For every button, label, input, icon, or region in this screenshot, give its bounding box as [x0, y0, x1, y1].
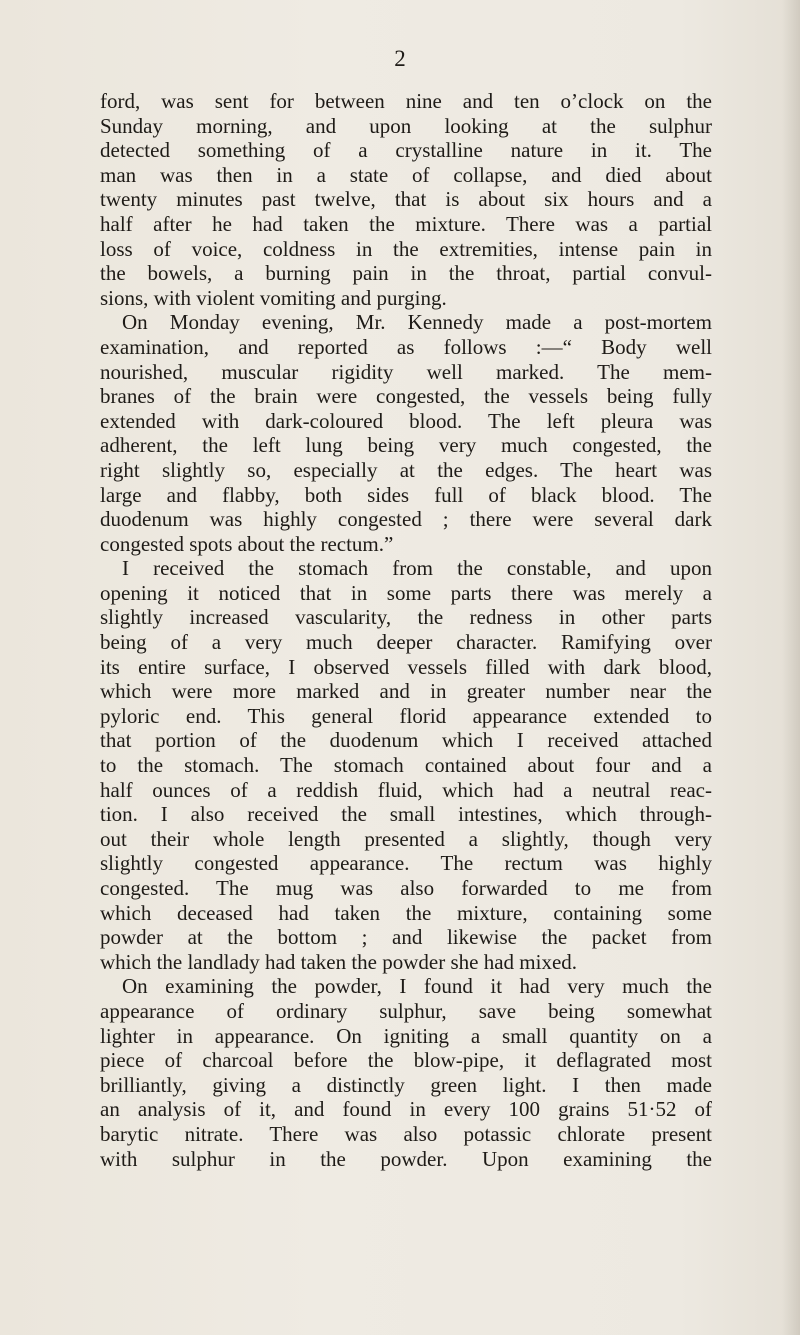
text-line: appearance of ordinary sulphur, save being somewhat [100, 998, 712, 1023]
text-line: slightly increased vascularity, the redness in other parts [100, 605, 712, 630]
text-line: pyloric end. This general florid appearance extended to [100, 703, 712, 728]
text-line: which deceased had taken the mixture, containing some [100, 900, 712, 925]
text-line: out their whole length presented a slightly, though very [100, 826, 712, 851]
text-line: examination, and reported as follows :—“ Body well [100, 334, 712, 359]
text-line: I received the stomach from the constable, and upon [122, 556, 712, 581]
page-edge-shadow [782, 0, 800, 1335]
text-line: detected something of a crystalline nature in it. The [100, 138, 712, 163]
text-line: powder at the bottom ; and likewise the packet from [100, 925, 712, 950]
text-line: sions, with violent vomiting and purging. [100, 285, 447, 310]
text-line: duodenum was highly congested ; there were several dark [100, 507, 712, 532]
text-line: slightly congested appearance. The rectum was highly [100, 851, 712, 876]
text-line: extended with dark-coloured blood. The left pleura was [100, 408, 712, 433]
text-line: which were more marked and in greater number near the [100, 679, 712, 704]
text-line: Sunday morning, and upon looking at the sulphur [100, 113, 712, 138]
text-line: On examining the powder, I found it had very much the [122, 974, 712, 999]
text-line: lighter in appearance. On igniting a small quantity on a [100, 1023, 712, 1048]
text-line: loss of voice, coldness in the extremities, intense pain in [100, 236, 712, 261]
text-line: opening it noticed that in some parts there was merely a [100, 580, 712, 605]
text-line: barytic nitrate. There was also potassic chlorate present [100, 1121, 712, 1146]
text-line: congested spots about the rectum.” [100, 531, 394, 556]
text-line: twenty minutes past twelve, that is about six hours and a [100, 187, 712, 212]
text-line: half after he had taken the mixture. There was a partial [100, 211, 712, 236]
text-line: man was then in a state of collapse, and died about [100, 162, 712, 187]
text-line: the bowels, a burning pain in the throat, partial convul- [100, 261, 712, 286]
text-line: tion. I also received the small intestines, which through- [100, 802, 712, 827]
text-line: nourished, muscular rigidity well marked. The mem- [100, 359, 712, 384]
text-line: that portion of the duodenum which I received attached [100, 728, 712, 753]
text-line: half ounces of a reddish fluid, which had a neutral reac- [100, 777, 712, 802]
text-line: with sulphur in the powder. Upon examining the [100, 1146, 712, 1171]
text-line: piece of charcoal before the blow-pipe, it deflagrated most [100, 1048, 712, 1073]
text-line: right slightly so, especially at the edges. The heart was [100, 457, 712, 482]
text-line: large and flabby, both sides full of black blood. The [100, 482, 712, 507]
text-line: to the stomach. The stomach contained about four and a [100, 753, 712, 778]
text-line: ford, was sent for between nine and ten o’clock on the [100, 89, 712, 113]
text-line: an analysis of it, and found in every 100 grains 51·52 of [100, 1097, 712, 1122]
text-line: brilliantly, giving a distinctly green light. I then made [100, 1072, 712, 1097]
text-line: congested. The mug was also forwarded to me from [100, 876, 712, 900]
text-line: which the landlady had taken the powder she had mixed. [100, 949, 578, 974]
text-line: its entire surface, I observed vessels filled with dark blood, [100, 654, 712, 679]
page-number: 2 [394, 46, 406, 71]
text-line: On Monday evening, Mr. Kennedy made a post-mortem [122, 310, 712, 335]
text-line: adherent, the left lung being very much congested, the [100, 433, 712, 458]
text-line: being of a very much deeper character. Ramifying over [100, 630, 712, 655]
text-line: branes of the brain were congested, the vessels being fully [100, 384, 712, 409]
body-text [100, 89, 712, 1171]
